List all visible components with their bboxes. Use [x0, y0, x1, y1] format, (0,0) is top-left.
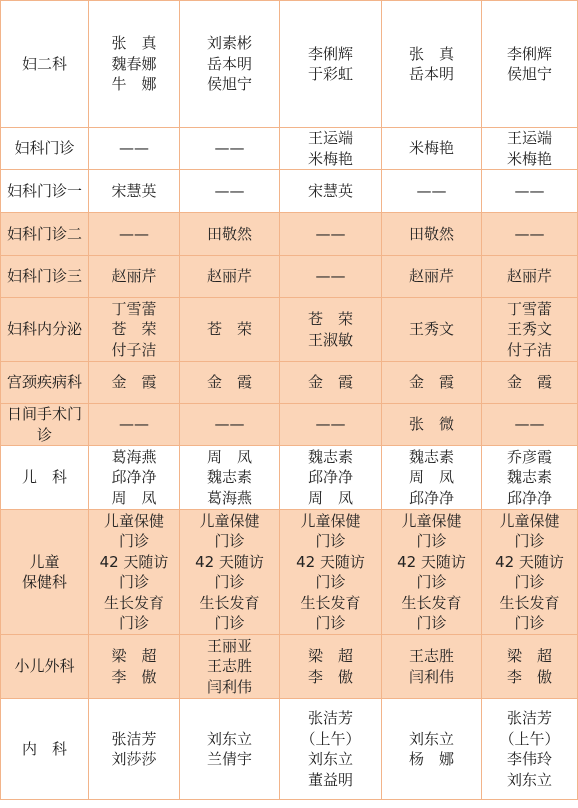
doctor-cell: 儿童保健 门诊 42 天随访 门诊 生长发育 门诊	[89, 510, 180, 635]
department-cell: 妇科内分泌	[1, 298, 89, 362]
doctor-cell: 儿童保健 门诊 42 天随访 门诊 生长发育 门诊	[482, 510, 578, 635]
schedule-row	[1, 362, 578, 404]
schedule-row	[1, 635, 578, 699]
doctor-cell: 赵丽芹	[180, 256, 280, 298]
doctor-cell: 宋慧英	[280, 170, 382, 213]
doctor-cell: ——	[482, 170, 578, 213]
doctor-cell: ——	[180, 170, 280, 213]
schedule-row	[1, 128, 578, 170]
doctor-cell: 丁雪蕾 王秀文 付子洁	[482, 298, 578, 362]
doctor-cell: 米梅艳	[382, 128, 482, 170]
doctor-cell: 魏志素 邱净净 周 凤	[280, 446, 382, 510]
doctor-cell: ——	[89, 128, 180, 170]
doctor-cell: 张 真 魏春娜 牛 娜	[89, 1, 180, 128]
department-cell: 儿童 保健科	[1, 510, 89, 635]
doctor-cell: ——	[280, 404, 382, 446]
doctor-cell: 李俐辉 侯旭宁	[482, 1, 578, 128]
doctor-cell: 宋慧英	[89, 170, 180, 213]
department-cell: 儿 科	[1, 446, 89, 510]
doctor-cell: 赵丽芹	[89, 256, 180, 298]
doctor-cell: 丁雪蕾 苍 荣 付子洁	[89, 298, 180, 362]
doctor-cell: 魏志素 周 凤 邱净净	[382, 446, 482, 510]
doctor-cell: 田敬然	[180, 213, 280, 256]
department-cell: 内 科	[1, 699, 89, 800]
doctor-cell: ——	[180, 128, 280, 170]
doctor-cell: 张洁芳 （上午） 刘东立 董益明	[280, 699, 382, 800]
doctor-cell: 张 微	[382, 404, 482, 446]
doctor-cell: 王运端 米梅艳	[482, 128, 578, 170]
doctor-cell: ——	[482, 404, 578, 446]
doctor-cell: 王运端 米梅艳	[280, 128, 382, 170]
doctor-cell: 儿童保健 门诊 42 天随访 门诊 生长发育 门诊	[382, 510, 482, 635]
doctor-cell: 苍 荣 王淑敏	[280, 298, 382, 362]
department-cell: 妇科门诊一	[1, 170, 89, 213]
doctor-cell: 王丽亚 王志胜 闫利伟	[180, 635, 280, 699]
schedule-row	[1, 510, 578, 635]
doctor-cell: 金 霞	[382, 362, 482, 404]
schedule-body	[1, 1, 578, 800]
schedule-row	[1, 170, 578, 213]
schedule-row	[1, 446, 578, 510]
schedule-row	[1, 699, 578, 800]
doctor-cell: 儿童保健 门诊 42 天随访 门诊 生长发育 门诊	[280, 510, 382, 635]
doctor-cell: 梁 超 李 傲	[280, 635, 382, 699]
schedule-row	[1, 213, 578, 256]
department-cell: 妇科门诊三	[1, 256, 89, 298]
doctor-cell: 周 凤 魏志素 葛海燕	[180, 446, 280, 510]
doctor-cell: 梁 超 李 傲	[482, 635, 578, 699]
doctor-cell: 梁 超 李 傲	[89, 635, 180, 699]
doctor-cell: 葛海燕 邱净净 周 凤	[89, 446, 180, 510]
doctor-cell: 金 霞	[89, 362, 180, 404]
doctor-cell: ——	[180, 404, 280, 446]
doctor-cell: 王志胜 闫利伟	[382, 635, 482, 699]
doctor-cell: ——	[382, 170, 482, 213]
doctor-cell: 金 霞	[280, 362, 382, 404]
department-cell: 宫颈疾病科	[1, 362, 89, 404]
department-cell: 日间手术门诊	[1, 404, 89, 446]
doctor-cell: 张洁芳 刘莎莎	[89, 699, 180, 800]
department-cell: 妇科门诊	[1, 128, 89, 170]
doctor-cell: 苍 荣	[180, 298, 280, 362]
doctor-cell: 刘东立 杨 娜	[382, 699, 482, 800]
department-cell: 妇科门诊二	[1, 213, 89, 256]
doctor-cell: ——	[89, 404, 180, 446]
doctor-cell: ——	[482, 213, 578, 256]
doctor-cell: 赵丽芹	[482, 256, 578, 298]
doctor-cell: 赵丽芹	[382, 256, 482, 298]
doctor-cell: 张洁芳 （上午） 李伟玲 刘东立	[482, 699, 578, 800]
doctor-cell: ——	[280, 213, 382, 256]
doctor-cell: 王秀文	[382, 298, 482, 362]
doctor-cell: ——	[89, 213, 180, 256]
doctor-cell: 金 霞	[180, 362, 280, 404]
doctor-cell: 张 真 岳本明	[382, 1, 482, 128]
schedule-row	[1, 1, 578, 128]
doctor-cell: 刘东立 兰倩宇	[180, 699, 280, 800]
schedule-row	[1, 298, 578, 362]
doctor-cell: ——	[280, 256, 382, 298]
department-cell: 妇二科	[1, 1, 89, 128]
doctor-cell: 田敬然	[382, 213, 482, 256]
doctor-cell: 金 霞	[482, 362, 578, 404]
doctor-cell: 乔彦霞 魏志素 邱净净	[482, 446, 578, 510]
doctor-cell: 刘素彬 岳本明 侯旭宁	[180, 1, 280, 128]
doctor-cell: 李俐辉 于彩虹	[280, 1, 382, 128]
schedule-row	[1, 404, 578, 446]
doctor-cell: 儿童保健 门诊 42 天随访 门诊 生长发育 门诊	[180, 510, 280, 635]
department-cell: 小儿外科	[1, 635, 89, 699]
schedule-row	[1, 256, 578, 298]
